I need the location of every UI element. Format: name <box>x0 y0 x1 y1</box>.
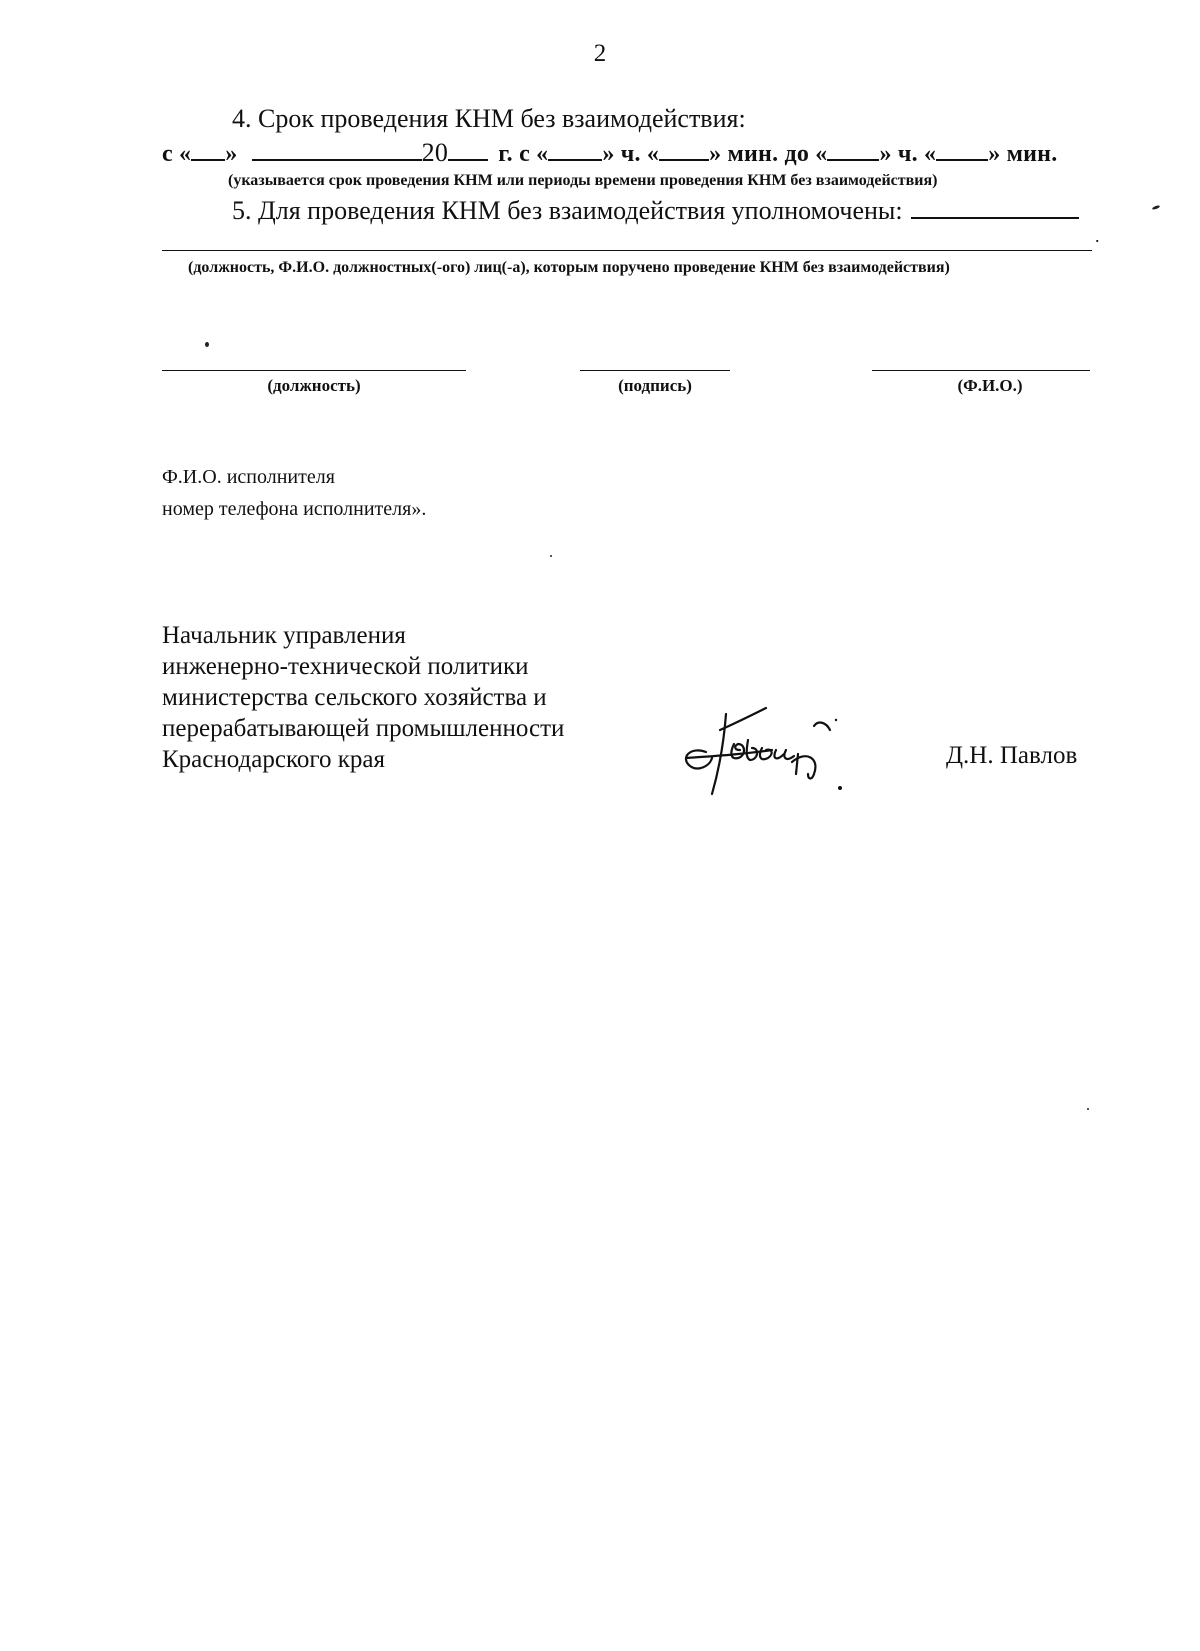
executor-name-label: Ф.И.О. исполнителя <box>162 466 335 488</box>
minute-from-blank <box>659 139 709 161</box>
scan-speck <box>550 555 552 557</box>
year-prefix: 20 <box>421 138 449 167</box>
item5-heading: 5. Для проведения КНМ без взаимодействия уполномочены: <box>232 196 903 225</box>
signatory-title <box>162 620 564 775</box>
signatory-title-line: перерабатывающей промышленности <box>162 715 565 742</box>
page-number: 2 <box>593 40 607 67</box>
name-caption: (Ф.И.О.) <box>957 376 1023 395</box>
hour-from-blank <box>548 139 602 161</box>
item4-note: (указывается срок проведения КНМ или периоды времени проведения КНМ без взаимодействия) <box>228 172 938 189</box>
item4-s-open: с « <box>162 141 192 167</box>
item4-min-end: » мин. <box>988 141 1058 167</box>
item5-end-mark: . <box>1095 226 1100 246</box>
name-line <box>872 370 1090 371</box>
year-blank <box>448 139 488 161</box>
day-blank <box>191 139 225 161</box>
item5-full-line <box>162 250 1092 251</box>
minute-to-blank <box>936 139 988 161</box>
item4-heading: 4. Срок проведения КНМ без взаимодействия: <box>232 104 746 133</box>
item5-note: (должность, Ф.И.О. должностных(-ого) лиц(-а), которым поручено проведение КНМ без взаимодействия) <box>188 259 950 276</box>
signatory-title-line: инженерно-технической политики <box>162 653 529 680</box>
item4-ch2-open: » ч. « <box>879 141 937 167</box>
position-line <box>162 370 466 371</box>
item4-g-s-open: г. с « <box>498 141 549 167</box>
signatory-title-line: министерства сельского хозяйства и <box>162 684 547 711</box>
item4-ch-open: » ч. « <box>602 141 660 167</box>
item5-heading-line <box>232 196 1079 226</box>
executor-phone-label: номер телефона исполнителя». <box>162 498 427 520</box>
item5-blank <box>911 197 1079 219</box>
month-blank <box>252 139 422 161</box>
signature-line <box>580 370 730 371</box>
signature-caption: (подпись) <box>618 376 692 395</box>
signatory-title-line: Начальник управления <box>162 622 406 649</box>
item4-date-line <box>162 138 1057 168</box>
item4-s-close: » <box>225 141 238 167</box>
scan-speck <box>1152 205 1161 211</box>
hour-to-blank <box>827 139 879 161</box>
signatory-title-line: Краснодарского края <box>162 746 385 773</box>
item4-min-do-open: » мин. до « <box>709 141 828 167</box>
scan-speck <box>1087 1108 1089 1110</box>
position-caption: (должность) <box>267 376 361 395</box>
handwritten-signature <box>676 700 856 800</box>
signatory-name: Д.Н. Павлов <box>946 742 1078 769</box>
scan-speck <box>205 342 209 347</box>
